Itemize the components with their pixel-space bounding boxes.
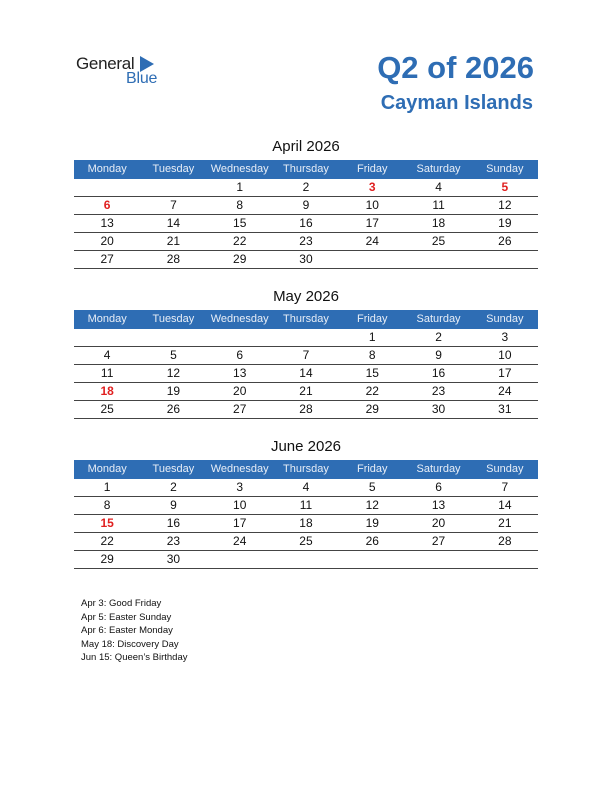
day-cell: 17	[233, 516, 247, 530]
empty-day-cell	[74, 179, 140, 196]
weekday-header: Tuesday	[152, 163, 195, 175]
week-row	[74, 197, 538, 215]
day-cell: 21	[498, 516, 512, 530]
day-cell: 16	[299, 216, 313, 230]
day-cell: 31	[498, 402, 512, 416]
weekday-header: Saturday	[416, 463, 461, 475]
day-cell: 15	[365, 366, 379, 380]
day-cell: 10	[498, 348, 512, 362]
day-cell: 19	[365, 516, 379, 530]
empty-day-cell	[207, 329, 273, 346]
day-cell: 3	[368, 180, 376, 194]
day-cell: 13	[233, 366, 247, 380]
day-cell: 19	[498, 216, 512, 230]
day-cell: 26	[166, 402, 181, 416]
day-cell: 8	[368, 348, 376, 362]
day-cell: 11	[100, 366, 114, 380]
holiday-note: May 18: Discovery Day	[81, 638, 179, 650]
weekday-header: Thursday	[283, 163, 329, 175]
weekday-header: Thursday	[283, 463, 329, 475]
day-cell: 2	[435, 330, 442, 344]
day-cell: 25	[431, 234, 446, 248]
month-title: May 2026	[273, 288, 339, 305]
day-cell: 28	[299, 402, 313, 416]
day-cell: 16	[431, 366, 446, 380]
day-cell: 20	[233, 384, 247, 398]
day-cell: 30	[431, 402, 446, 416]
day-cell: 3	[501, 330, 509, 344]
day-cell: 6	[435, 480, 442, 494]
day-cell: 9	[435, 348, 442, 362]
day-cell: 16	[166, 516, 181, 530]
day-cell: 8	[103, 498, 111, 512]
day-cell: 11	[432, 198, 445, 212]
week-row	[74, 347, 538, 365]
day-cell: 22	[365, 384, 379, 398]
day-cell: 25	[100, 402, 114, 416]
day-cell: 19	[166, 384, 181, 398]
weekday-header: Thursday	[283, 313, 329, 325]
week-row	[74, 179, 538, 197]
weekday-header-row	[74, 310, 538, 329]
day-cell: 6	[103, 198, 111, 212]
day-cell: 14	[498, 498, 512, 512]
day-cell: 22	[233, 234, 247, 248]
empty-day-cell	[339, 551, 405, 568]
day-cell: 14	[166, 216, 181, 230]
week-row	[74, 515, 538, 533]
day-cell: 5	[501, 180, 509, 194]
week-row	[74, 533, 538, 551]
holiday-note: Apr 6: Easter Monday	[81, 625, 173, 636]
empty-day-cell	[74, 329, 140, 346]
day-cell: 27	[100, 252, 114, 266]
weekday-header-row	[74, 460, 538, 479]
page-subtitle: Cayman Islands	[380, 92, 533, 114]
empty-day-cell	[207, 551, 273, 568]
day-cell: 17	[365, 216, 379, 230]
day-cell: 10	[233, 498, 247, 512]
day-cell: 4	[435, 180, 442, 194]
weekday-header: Friday	[356, 163, 388, 175]
day-cell: 10	[365, 198, 379, 212]
day-cell: 27	[233, 402, 247, 416]
day-cell: 18	[299, 516, 313, 530]
weekday-header: Friday	[356, 313, 388, 325]
empty-day-cell	[140, 329, 206, 346]
week-row	[74, 215, 538, 233]
day-cell: 30	[299, 252, 313, 266]
holiday-note: Apr 5: Easter Sunday	[81, 611, 172, 623]
weekday-header: Wednesday	[210, 463, 269, 475]
day-cell: 3	[236, 480, 244, 494]
day-cell: 29	[233, 252, 247, 266]
holiday-note: Jun 15: Queen’s Birthday	[81, 652, 188, 663]
day-cell: 15	[233, 216, 247, 230]
day-cell: 21	[166, 234, 181, 248]
week-row	[74, 251, 538, 269]
day-cell: 12	[166, 366, 181, 380]
week-row	[74, 329, 538, 347]
day-cell: 18	[431, 216, 446, 230]
day-cell: 26	[498, 234, 512, 248]
empty-day-cell	[472, 551, 538, 568]
weekday-header: Tuesday	[152, 313, 195, 325]
month-calendar	[74, 138, 538, 269]
weekday-header: Saturday	[416, 313, 461, 325]
logo-word-general: General	[76, 54, 135, 73]
month-calendar	[74, 288, 538, 419]
day-cell: 29	[365, 402, 379, 416]
empty-day-cell	[339, 251, 405, 268]
weekday-header: Friday	[356, 463, 388, 475]
day-cell: 9	[302, 198, 310, 212]
day-cell: 27	[431, 534, 446, 548]
day-cell: 23	[299, 234, 313, 248]
generalblue-logo	[76, 52, 176, 92]
day-cell: 2	[170, 480, 177, 494]
day-cell: 25	[299, 534, 313, 548]
weekday-header: Sunday	[486, 463, 524, 475]
day-cell: 11	[299, 498, 313, 512]
day-cell: 7	[170, 198, 177, 212]
empty-day-cell	[273, 329, 339, 346]
day-cell: 20	[431, 516, 446, 530]
day-cell: 23	[431, 384, 446, 398]
weekday-header: Sunday	[486, 163, 524, 175]
month-calendar	[74, 438, 538, 569]
logo-word-blue: Blue	[126, 70, 158, 87]
weekday-header: Monday	[87, 163, 127, 175]
day-cell: 17	[498, 366, 512, 380]
empty-day-cell	[405, 251, 471, 268]
weekday-header: Sunday	[486, 313, 524, 325]
day-cell: 7	[501, 480, 509, 494]
month-title: June 2026	[270, 438, 342, 455]
weekday-header: Wednesday	[210, 163, 269, 175]
day-cell: 12	[498, 198, 512, 212]
holiday-note: Apr 3: Good Friday	[81, 598, 162, 609]
weekday-header: Wednesday	[210, 313, 269, 325]
day-cell: 13	[431, 498, 446, 512]
week-row	[74, 551, 538, 569]
day-cell: 14	[299, 366, 313, 380]
empty-day-cell	[472, 251, 538, 268]
empty-day-cell	[140, 179, 206, 196]
weekday-header: Monday	[87, 463, 127, 475]
day-cell: 5	[368, 480, 376, 494]
day-cell: 18	[100, 384, 114, 398]
weekday-header: Monday	[87, 313, 127, 325]
week-row	[74, 233, 538, 251]
day-cell: 15	[100, 516, 114, 530]
day-cell: 29	[100, 552, 114, 566]
week-row	[74, 401, 538, 419]
day-cell: 9	[170, 498, 177, 512]
day-cell: 7	[302, 348, 310, 362]
holiday-notes	[81, 597, 188, 665]
week-row	[74, 365, 538, 383]
empty-day-cell	[273, 551, 339, 568]
day-cell: 5	[170, 348, 177, 362]
day-cell: 4	[302, 480, 310, 494]
page-title: Q2 of 2026	[377, 50, 534, 85]
day-cell: 21	[299, 384, 313, 398]
day-cell: 1	[368, 330, 376, 344]
day-cell: 20	[100, 234, 114, 248]
day-cell: 6	[236, 348, 244, 362]
day-cell: 4	[103, 348, 111, 362]
week-row	[74, 479, 538, 497]
day-cell: 24	[498, 384, 512, 398]
weekday-header: Tuesday	[152, 463, 195, 475]
day-cell: 28	[166, 252, 181, 266]
week-row	[74, 383, 538, 401]
month-title: April 2026	[272, 138, 340, 155]
day-cell: 1	[103, 480, 111, 494]
weekday-header-row	[74, 160, 538, 179]
empty-day-cell	[405, 551, 471, 568]
day-cell: 2	[302, 180, 310, 194]
day-cell: 26	[365, 534, 379, 548]
day-cell: 12	[365, 498, 379, 512]
day-cell: 13	[100, 216, 114, 230]
day-cell: 24	[233, 534, 247, 548]
day-cell: 22	[100, 534, 114, 548]
day-cell: 24	[365, 234, 379, 248]
week-row	[74, 497, 538, 515]
day-cell: 23	[166, 534, 181, 548]
day-cell: 28	[498, 534, 512, 548]
weekday-header: Saturday	[416, 163, 461, 175]
day-cell: 30	[166, 552, 181, 566]
day-cell: 1	[236, 180, 244, 194]
day-cell: 8	[236, 198, 244, 212]
